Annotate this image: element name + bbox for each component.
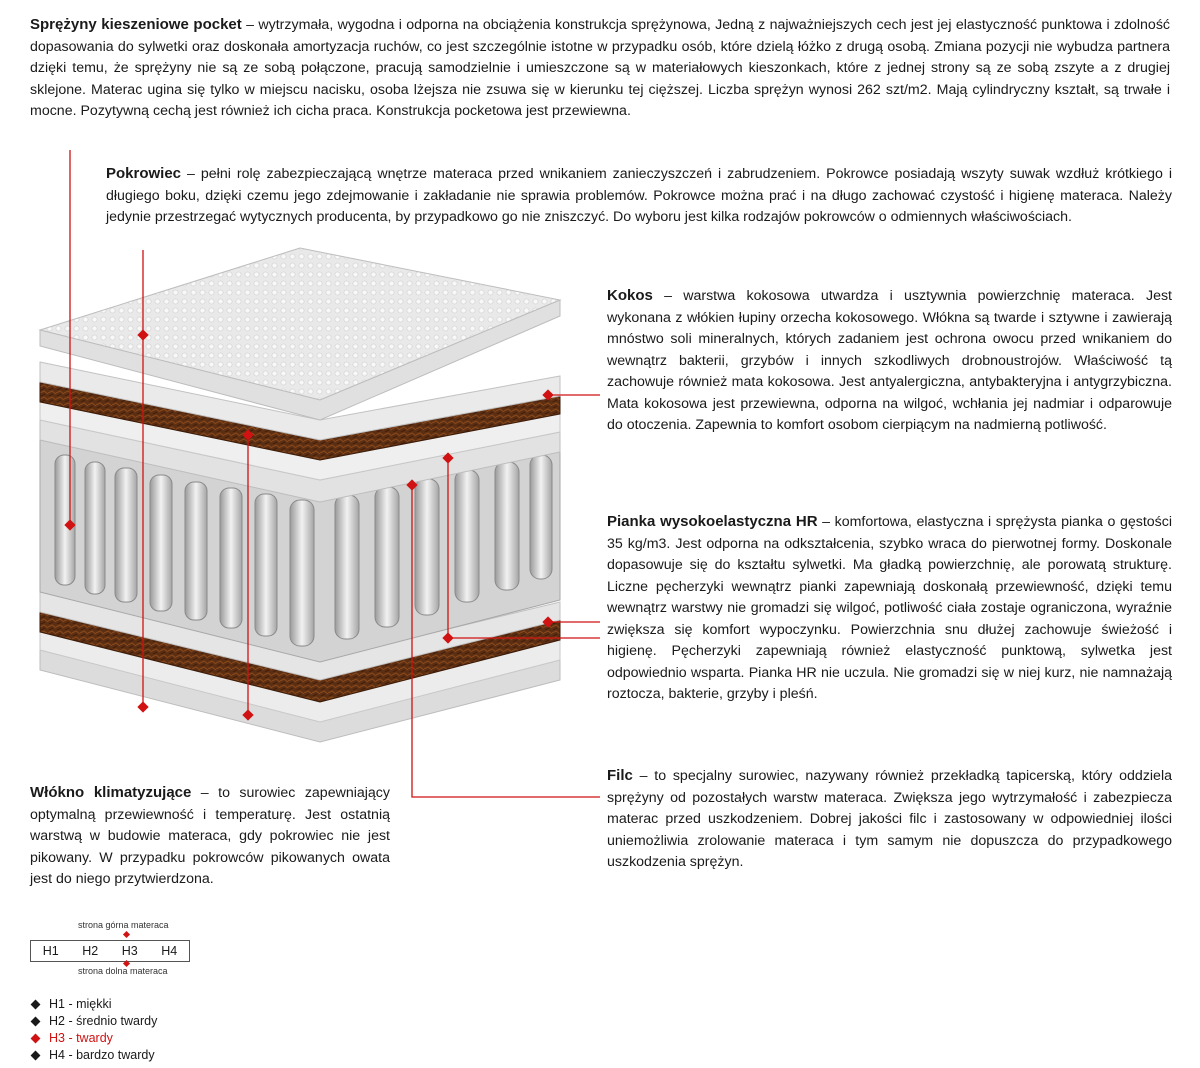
- scale-caption-top: strona górna materaca: [78, 920, 169, 930]
- climate-fiber-text: – to surowiec zapewniający optymalną przewiewność i temperaturę. Jest ostatnią warstwą w budowie materaca, gdy pokrowiec nie jest pikowany. W przypadku pokrowców pikowanych owata jest do niego przytwierdzona.: [30, 785, 390, 887]
- diamond-bullet-icon: [31, 1051, 41, 1061]
- felt-description: [607, 765, 1172, 874]
- marker-wlokno-bottom: [137, 701, 148, 712]
- pocket-springs-description: [30, 14, 1170, 123]
- cover-title: Pokrowiec: [106, 165, 182, 182]
- legend-label: H3 - twardy: [49, 1031, 113, 1045]
- pocket-springs-title: Sprężyny kieszeniowe pocket: [30, 16, 242, 33]
- legend-label: H1 - miękki: [49, 997, 112, 1011]
- hardness-scale: [30, 940, 190, 962]
- diamond-bullet-icon: [31, 1000, 41, 1010]
- coconut-text: – warstwa kokosowa utwardza i usztywnia powierzchnię materaca. Jest wykonana z włókien łupiny orzecha kokosowego. Włókna są twarde i sztywne i zawierają mnóstwo soli mineralnych, których zadaniem jest ochrona owocu przed wnikaniem do wewnątrz bakterii, grzybów i innych szkodliwych drobnoustrojów. Właściwość tą zachowuje również mata kokosowa. Jest antyalergiczna, antybakteryjna i antygrzybiczna. Mata kokosowa jest przewiewna, odporna na wilgoć, wchłania jej nadmiar i odparowuje do otoczenia. Zapewnia to komfort osobom cierpiącym na nadmierną potliwość.: [607, 288, 1172, 433]
- diamond-bullet-icon: [31, 1034, 41, 1044]
- hr-foam-title: Pianka wysokoelastyczna HR: [607, 513, 818, 530]
- pocket-springs-text: – wytrzymała, wygodna i odporna na obciążenia konstrukcja sprężynowa, Jedną z najważniejszych cech jest jej elastyczność punktowa i zdolność dopasowania do sylwetki oraz doskonała amortyzacja ruchów, co jest szczególnie istotne w przypadku osób, które dzielą łóżko z drugą osobą. Zmiana pozycji nie wybudza partnera dzięki temu, że sprężyny nie są ze sobą połączone, pracują samodzielnie i umieszczone są w materiałowych kieszonkach, które z jednej strony są ze sobą zszyte a z drugiej sklejone. Materac ugina się tylko w miejscu nacisku, osoba lżejsza nie zsuwa się w kierunku tej cięższej. Liczba sprężyn wynosi 262 szt/m2. Mają cylindryczny kształt, są trwałe i mocne. Pozytywną cechą jest również ich cicha praca. Konstrukcja pocketowa jest przewiewna.: [30, 17, 1171, 119]
- hardness-h4: H4: [161, 944, 178, 958]
- coconut-title: Kokos: [607, 287, 653, 304]
- hardness-h1: H1: [42, 944, 59, 958]
- legend-item-h1: [30, 996, 157, 1013]
- climate-fiber-description: [30, 782, 390, 891]
- felt-title: Filc: [607, 767, 633, 784]
- legend-label: H4 - bardzo twardy: [49, 1048, 155, 1062]
- legend-item-h2: [30, 1013, 157, 1030]
- hardness-h2: H2: [82, 944, 99, 958]
- hr-foam-text: – komfortowa, elastyczna i sprężysta pianka o gęstości 35 kg/m3. Jest odporna na odkształcenia, szybko wraca do pierwotnej formy. Doskonale dopasowuje się do kształtu sylwetki. Ma gładką powierzchnię, ale porowatą strukturę. Liczne pęcherzyki wewnątrz pianki zapewniają doskonałą przewiewność, dzięki temu wewnątrz warstwy nie gromadzi się wilgoć, potliwość ciała zostaje ograniczona, wyraźnie zwiększa się komfort wypoczynku. Powierzchnia snu dłużej zachowuje świeżość i higienę. Pęcherzyki zapewniają również elastyczność punktową, sylwetka jest odpowiednio wsparta. Pianka HR nie uczula. Nie gromadzi się w niej kurz, nie namnażają roztocza, bakterie, grzyby i pleśń.: [607, 514, 1172, 702]
- hardness-legend: [30, 996, 157, 1064]
- scale-caption-bottom: strona dolna materaca: [78, 966, 168, 976]
- legend-item-h3: [30, 1030, 157, 1047]
- cover-text: – pełni rolę zabezpieczającą wnętrze materaca przed wnikaniem zanieczyszczeń i zabrudzeniem. Pokrowce posiadają wszyty suwak wzdłuż krótkiego i długiego boku, dzięki czemu jego zdejmowanie i zakładanie nie sprawia problemów. Pokrowce można prać i na długo zachować czystość i higienę materaca. Należy jedynie przestrzegać wytycznych producenta, by przypadkowo go nie zniszczyć. Do wyboru jest kilka rodzajów pokrowców o odmiennych właściwościach.: [106, 166, 1172, 225]
- climate-fiber-title: Włókno klimatyzujące: [30, 784, 192, 801]
- hardness-h3: H3: [121, 944, 138, 958]
- cover-description: [106, 163, 1172, 229]
- felt-text: – to specjalny surowiec, nazywany również przekładką tapicerską, który oddziela sprężyny od pozostałych warstw materaca. Zwiększa jego wytrzymałość i zabezpiecza materac przed uszkodzeniem. Dobrej jakości filc i zastosowany w odpowiedniej ilości uniemożliwia zrolowanie materaca i tym samym nie dopuszcza do przypadkowego uszkodzenia sprężyn.: [607, 768, 1172, 870]
- coconut-description: [607, 285, 1172, 437]
- diamond-bullet-icon: [31, 1017, 41, 1027]
- legend-label: H2 - średnio twardy: [49, 1014, 158, 1028]
- hr-foam-description: [607, 511, 1172, 706]
- legend-item-h4: [30, 1047, 157, 1064]
